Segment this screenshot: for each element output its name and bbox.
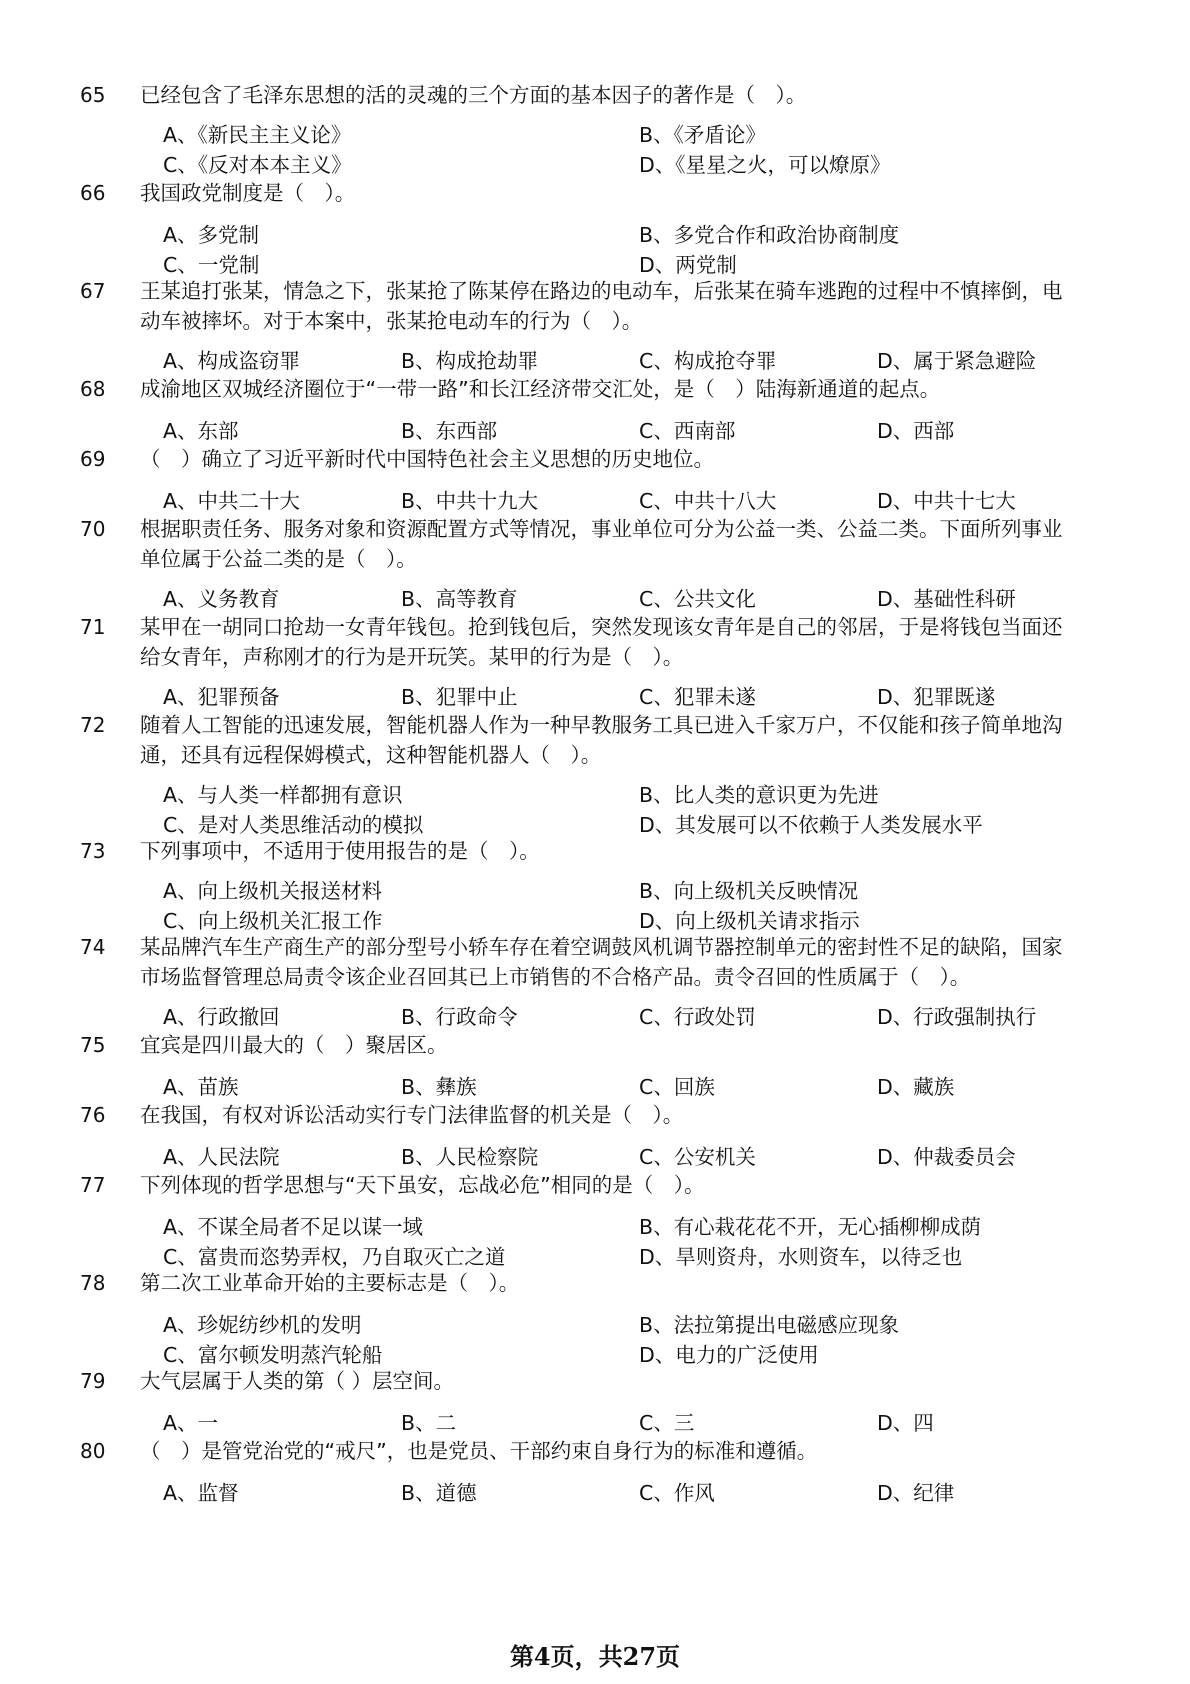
option-c: C、公安机关: [639, 1145, 756, 1169]
options-78: [163, 1310, 1093, 1370]
option-b: B、《矛盾论》: [639, 123, 766, 147]
option-c: C、公共文化: [639, 587, 756, 611]
question-69: [0, 444, 1075, 474]
option-d: D、基础性科研: [877, 587, 1016, 611]
question-number: 77: [80, 1173, 106, 1197]
question-text: （ ）是管党治党的“戒尺”，也是党员、干部约束自身行为的标准和遵循。: [140, 1439, 818, 1463]
option-a: A、东部: [163, 419, 239, 443]
option-b: B、行政命令: [401, 1005, 518, 1029]
question-80: [0, 1436, 1075, 1466]
option-a: A、一: [163, 1411, 219, 1435]
question-text: 下列体现的哲学思想与“天下虽安，忘战必危”相同的是（ ）。: [140, 1173, 705, 1197]
question-text: 成渝地区双城经济圈位于“一带一路”和长江经济带交汇处，是（ ）陆海新通道的起点。: [140, 377, 941, 401]
option-d: D、西部: [877, 419, 955, 443]
option-d: D、旱则资舟，水则资车，以待乏也: [639, 1245, 963, 1269]
options-65: [163, 120, 1093, 180]
option-c: C、中共十八大: [639, 489, 777, 513]
question-number: 71: [80, 615, 106, 639]
option-c: C、富尔顿发明蒸汽轮船: [163, 1343, 383, 1367]
question-number: 67: [80, 279, 106, 303]
option-b: B、多党合作和政治协商制度: [639, 223, 900, 247]
question-text: 随着人工智能的迅速发展，智能机器人作为一种早教服务工具已进入千家万户，不仅能和孩子简单地沟通，还具有远程保姆模式，这种智能机器人（ ）。: [140, 713, 1063, 767]
question-text: 在我国，有权对诉讼活动实行专门法律监督的机关是（ ）。: [140, 1103, 684, 1127]
question-75: [0, 1030, 1075, 1060]
question-71: [0, 612, 1075, 672]
options-77: [163, 1212, 1093, 1272]
option-d: D、向上级机关请求指示: [639, 909, 860, 933]
option-d: D、中共十七大: [877, 489, 1016, 513]
option-a: A、义务教育: [163, 587, 280, 611]
options-67: [163, 346, 1093, 376]
question-number: 68: [80, 377, 106, 401]
option-c: C、构成抢夺罪: [639, 349, 777, 373]
option-d: D、犯罪既遂: [877, 685, 996, 709]
question-text: 下列事项中，不适用于使用报告的是（ ）。: [140, 839, 540, 863]
option-a: A、多党制: [163, 223, 260, 247]
options-71: [163, 682, 1093, 712]
option-d: D、四: [877, 1411, 934, 1435]
question-67: [0, 276, 1075, 336]
question-number: 70: [80, 517, 106, 541]
option-c: C、西南部: [639, 419, 736, 443]
option-a: A、珍妮纺纱机的发明: [163, 1313, 362, 1337]
question-77: [0, 1170, 1075, 1200]
question-74: [0, 932, 1075, 992]
option-d: D、仲裁委员会: [877, 1145, 1016, 1169]
options-73: [163, 876, 1093, 936]
option-b: B、犯罪中止: [401, 685, 518, 709]
option-b: B、中共十九大: [401, 489, 539, 513]
question-76: [0, 1100, 1075, 1130]
option-b: B、二: [401, 1411, 457, 1435]
option-d: D、纪律: [877, 1481, 955, 1505]
options-66: [163, 220, 1093, 280]
option-c: C、三: [639, 1411, 695, 1435]
option-c: C、犯罪未遂: [639, 685, 756, 709]
option-b: B、东西部: [401, 419, 498, 443]
option-a: A、监督: [163, 1481, 239, 1505]
question-text: 王某追打张某，情急之下，张某抢了陈某停在路边的电动车，后张某在骑车逃跑的过程中不慎摔倒，电动车被摔坏。对于本案中，张某抢电动车的行为（ ）。: [140, 279, 1063, 333]
options-74: [163, 1002, 1093, 1032]
option-d: D、行政强制执行: [877, 1005, 1037, 1029]
question-text: 第二次工业革命开始的主要标志是（ ）。: [140, 1271, 520, 1295]
question-number: 80: [80, 1439, 106, 1463]
option-d: D、电力的广泛使用: [639, 1343, 819, 1367]
option-a: A、行政撤回: [163, 1005, 280, 1029]
question-number: 66: [80, 181, 106, 205]
question-73: [0, 836, 1075, 866]
question-number: 69: [80, 447, 106, 471]
option-b: B、有心栽花花不开，无心插柳柳成荫: [639, 1215, 982, 1239]
option-d: D、《星星之火，可以燎原》: [639, 153, 891, 177]
question-number: 65: [80, 83, 106, 107]
option-c: C、作风: [639, 1481, 715, 1505]
question-70: [0, 514, 1075, 574]
option-b: B、法拉第提出电磁感应现象: [639, 1313, 900, 1337]
options-75: [163, 1072, 1093, 1102]
question-66: [0, 178, 1075, 208]
options-72: [163, 780, 1093, 840]
option-c: C、一党制: [163, 253, 260, 277]
option-c: C、回族: [639, 1075, 715, 1099]
option-b: B、构成抢劫罪: [401, 349, 539, 373]
question-text: 某品牌汽车生产商生产的部分型号小轿车存在着空调鼓风机调节器控制单元的密封性不足的缺陷，国家市场监督管理总局责令该企业召回其已上市销售的不合格产品。责令召回的性质属于（ ）。: [140, 935, 1063, 989]
question-text: 某甲在一胡同口抢劫一女青年钱包。抢到钱包后，突然发现该女青年是自己的邻居，于是将钱包当面还给女青年，声称刚才的行为是开玩笑。某甲的行为是（ ）。: [140, 615, 1063, 669]
option-d: D、其发展可以不依赖于人类发展水平: [639, 813, 983, 837]
option-d: D、属于紧急避险: [877, 349, 1037, 373]
option-c: C、是对人类思维活动的模拟: [163, 813, 424, 837]
option-c: C、富贵而恣势弄权，乃自取灭亡之道: [163, 1245, 506, 1269]
question-number: 74: [80, 935, 106, 959]
option-b: B、比人类的意识更为先进: [639, 783, 879, 807]
options-76: [163, 1142, 1093, 1172]
option-a: A、《新民主主义论》: [163, 123, 352, 147]
option-a: A、与人类一样都拥有意识: [163, 783, 403, 807]
option-b: B、彝族: [401, 1075, 477, 1099]
options-69: [163, 486, 1093, 516]
option-d: D、藏族: [877, 1075, 955, 1099]
option-a: A、人民法院: [163, 1145, 280, 1169]
option-a: A、苗族: [163, 1075, 239, 1099]
question-72: [0, 710, 1075, 770]
question-number: 72: [80, 713, 106, 737]
option-c: C、向上级机关汇报工作: [163, 909, 383, 933]
question-text: 我国政党制度是（ ）。: [140, 181, 356, 205]
option-a: A、中共二十大: [163, 489, 301, 513]
option-b: B、道德: [401, 1481, 477, 1505]
option-b: B、高等教育: [401, 587, 518, 611]
options-70: [163, 584, 1093, 614]
option-b: B、人民检察院: [401, 1145, 539, 1169]
option-b: B、向上级机关反映情况: [639, 879, 859, 903]
question-65: [0, 80, 1075, 110]
page-footer: 第4页，共27页: [509, 1642, 681, 1671]
question-text: 根据职责任务、服务对象和资源配置方式等情况，事业单位可分为公益一类、公益二类。下面所列事业单位属于公益二类的是（ ）。: [140, 517, 1063, 571]
option-a: A、犯罪预备: [163, 685, 280, 709]
options-79: [163, 1408, 1093, 1438]
question-number: 76: [80, 1103, 106, 1127]
options-68: [163, 416, 1093, 446]
question-number: 73: [80, 839, 106, 863]
option-a: A、构成盗窃罪: [163, 349, 301, 373]
question-text: 大气层属于人类的第（ ）层空间。: [140, 1369, 455, 1393]
question-text: 宜宾是四川最大的（ ）聚居区。: [140, 1033, 448, 1057]
option-c: C、行政处罚: [639, 1005, 756, 1029]
question-68: [0, 374, 1075, 404]
question-number: 78: [80, 1271, 106, 1295]
option-d: D、两党制: [639, 253, 737, 277]
options-80: [163, 1478, 1093, 1508]
question-79: [0, 1366, 1075, 1396]
question-78: [0, 1268, 1075, 1298]
option-a: A、向上级机关报送材料: [163, 879, 383, 903]
option-a: A、不谋全局者不足以谋一域: [163, 1215, 424, 1239]
question-number: 75: [80, 1033, 106, 1057]
question-number: 79: [80, 1369, 106, 1393]
question-text: 已经包含了毛泽东思想的活的灵魂的三个方面的基本因子的著作是（ ）。: [140, 83, 807, 107]
option-c: C、《反对本本主义》: [163, 153, 352, 177]
question-text: （ ）确立了习近平新时代中国特色社会主义思想的历史地位。: [140, 447, 714, 471]
